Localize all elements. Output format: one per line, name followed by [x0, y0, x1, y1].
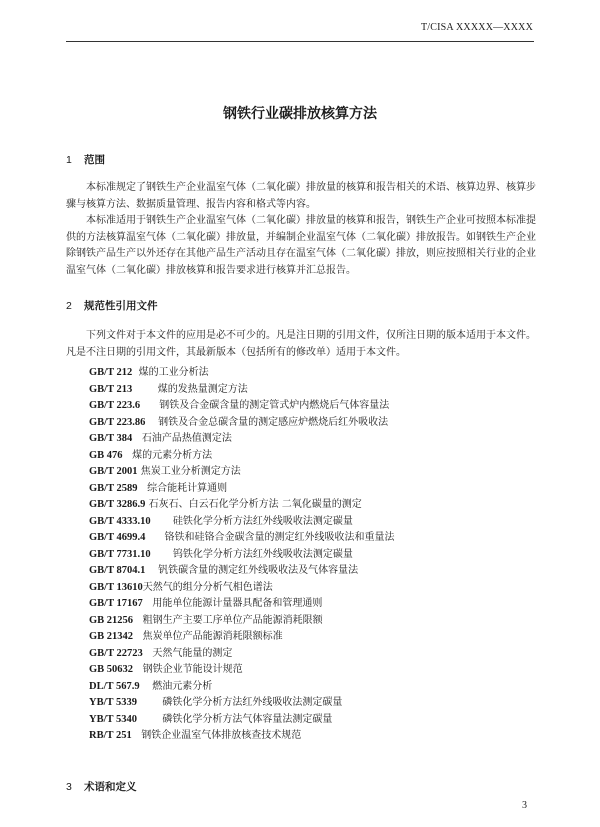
- reference-code: GB 50632: [89, 664, 134, 675]
- reference-code: GB/T 213: [89, 383, 133, 395]
- reference-code: GB 21342: [89, 631, 134, 642]
- reference-code: GB/T 17167: [89, 598, 143, 609]
- reference-title: 钢铁及合金总碳含量的测定感应炉燃烧后红外吸收法: [158, 416, 389, 428]
- reference-item: [89, 398, 394, 415]
- normative-references-intro: 下列文件对于本文件的应用是必不可少的。凡是注日期的引用文件，仅所注日期的版本适用于本文件。凡是不注日期的引用文件，其最新版本（包括所有的修改单）适用于本文件。: [66, 330, 536, 358]
- reference-title: 石油产品热值测定法: [141, 433, 232, 444]
- reference-code: RB/T 251: [89, 730, 132, 741]
- reference-title: 硅铁化学分析方法红外线吸收法测定碳量: [172, 515, 353, 527]
- reference-spacer: [133, 615, 143, 626]
- reference-spacer: [132, 730, 142, 741]
- reference-item: [89, 448, 394, 465]
- reference-spacer: [151, 516, 173, 527]
- reference-spacer: [137, 714, 162, 725]
- reference-title: 钒铁碳含量的测定红外线吸收法及气体容量法: [158, 565, 359, 576]
- header-divider: [66, 41, 534, 42]
- reference-item: [89, 728, 394, 745]
- reference-title: 磷铁化学分析方法红外线吸收法测定碳量: [162, 697, 343, 708]
- reference-item: [89, 613, 394, 630]
- reference-spacer: [132, 384, 157, 395]
- reference-item: [89, 547, 394, 564]
- reference-code: GB/T 212: [89, 367, 133, 378]
- reference-item: [89, 365, 394, 382]
- reference-spacer: [143, 648, 153, 659]
- reference-code: GB/T 3286.9: [89, 499, 146, 510]
- reference-title: 铬铁和硅铬合金碳含量的测定红外线吸收法和重量法: [164, 532, 395, 543]
- scope-paragraph-1: 本标准规定了钢铁生产企业温室气体（二氧化碳）排放量的核算和报告相关的术语、核算边界、核算步骤与核算方法、数据质量管理、报告内容和格式等内容。: [66, 182, 536, 210]
- reference-code: GB/T 2589: [89, 482, 138, 494]
- reference-item: [89, 646, 394, 663]
- reference-item: [89, 679, 394, 696]
- reference-title: 煤的发热量测定方法: [157, 383, 248, 395]
- reference-title: 粗钢生产主要工序单位产品能源消耗限额: [142, 614, 323, 626]
- reference-spacer: [145, 565, 158, 576]
- reference-item: [89, 514, 394, 531]
- reference-title: 钨铁化学分析方法红外线吸收法测定碳量: [172, 548, 353, 560]
- reference-list: [89, 365, 394, 745]
- reference-item: [89, 712, 394, 729]
- reference-spacer: [137, 697, 162, 708]
- reference-code: GB/T 4333.10: [89, 515, 151, 527]
- reference-spacer: [133, 631, 143, 642]
- reference-item: [89, 497, 394, 514]
- reference-title: 焦炭工业分析测定方法: [140, 466, 241, 477]
- reference-title: 煤的工业分析法: [138, 367, 209, 378]
- section-heading-terms: [66, 779, 137, 794]
- reference-item: [89, 580, 394, 597]
- document-title: 钢铁行业碳排放核算方法: [223, 106, 377, 122]
- section-number: 1: [66, 154, 72, 166]
- reference-title: 天然气能量的测定: [152, 647, 233, 659]
- reference-item: [89, 481, 394, 498]
- reference-spacer: [123, 450, 133, 461]
- reference-spacer: [145, 417, 158, 428]
- reference-item: [89, 382, 394, 399]
- page-number: 3: [522, 800, 527, 811]
- reference-title: 焦炭单位产品能源消耗限额标准: [142, 631, 283, 642]
- reference-title: 石灰石、白云石化学分析方法 二氧化碳量的测定: [148, 499, 362, 510]
- reference-title: 综合能耗计算通则: [147, 482, 228, 494]
- reference-code: GB/T 2001: [89, 466, 138, 477]
- reference-code: GB 21256: [89, 614, 134, 626]
- document-code: T/CISA XXXXX—XXXX: [420, 22, 533, 33]
- reference-title: 天然气的组分分析气相色谱法: [142, 581, 273, 593]
- reference-title: 钢铁及合金碳含量的测定管式炉内燃烧后气体容量法: [159, 400, 390, 411]
- reference-spacer: [145, 532, 164, 543]
- reference-item: [89, 464, 394, 481]
- reference-code: GB/T 223.86: [89, 416, 146, 428]
- reference-code: GB 476: [89, 449, 123, 461]
- reference-item: [89, 662, 394, 679]
- reference-title: 磷铁化学分析方法气体容量法测定碳量: [162, 713, 333, 725]
- section-heading-scope: [66, 152, 105, 167]
- reference-spacer: [138, 483, 148, 494]
- reference-item: [89, 596, 394, 613]
- reference-spacer: [143, 598, 153, 609]
- reference-title: 用能单位能源计量器具配备和管理通则: [152, 598, 323, 609]
- reference-code: GB/T 7731.10: [89, 548, 151, 560]
- section-number: 3: [66, 781, 72, 793]
- reference-title: 煤的元素分析方法: [132, 449, 213, 461]
- reference-item: [89, 629, 394, 646]
- reference-title: 钢铁企业节能设计规范: [142, 664, 243, 675]
- reference-spacer: [151, 549, 173, 560]
- reference-code: DL/T 567.9: [89, 680, 140, 692]
- reference-title: 燃油元素分析: [152, 680, 213, 692]
- reference-item: [89, 530, 394, 547]
- reference-spacer: [140, 681, 153, 692]
- reference-title: 钢铁企业温室气体排放核查技术规范: [141, 730, 302, 741]
- section-title: 规范性引用文件: [84, 300, 158, 312]
- reference-code: GB/T 8704.1: [89, 565, 146, 576]
- reference-code: YB/T 5339: [89, 697, 137, 708]
- reference-item: [89, 415, 394, 432]
- reference-spacer: [140, 400, 159, 411]
- section-title: 范围: [84, 154, 105, 166]
- reference-item: [89, 695, 394, 712]
- reference-code: GB/T 384: [89, 433, 133, 444]
- reference-code: GB/T 22723: [89, 647, 143, 659]
- reference-code: GB/T 223.6: [89, 400, 141, 411]
- reference-item: [89, 563, 394, 580]
- scope-paragraph-2: 本标准适用于钢铁生产企业温室气体（二氧化碳）排放量的核算和报告，钢铁生产企业可按照本标准提供的方法核算温室气体（二氧化碳）排放量，并编制企业温室气体（二氧化碳）排放报告。如钢铁生产企业除钢铁产品生产以外还存在其他产品生产活动且存在温室气体（二氧化碳）排放，则应按照相关行业的企业温室气体（二氧化碳）排放核算和报告要求进行核算并汇总报告。: [66, 215, 536, 276]
- section-heading-normative-references: [66, 298, 158, 313]
- reference-code: GB/T 13610: [89, 581, 143, 593]
- reference-code: GB/T 4699.4: [89, 532, 146, 543]
- reference-item: [89, 431, 394, 448]
- section-number: 2: [66, 300, 72, 312]
- reference-spacer: [132, 433, 142, 444]
- reference-spacer: [133, 664, 143, 675]
- section-title: 术语和定义: [84, 781, 137, 793]
- reference-code: YB/T 5340: [89, 713, 137, 725]
